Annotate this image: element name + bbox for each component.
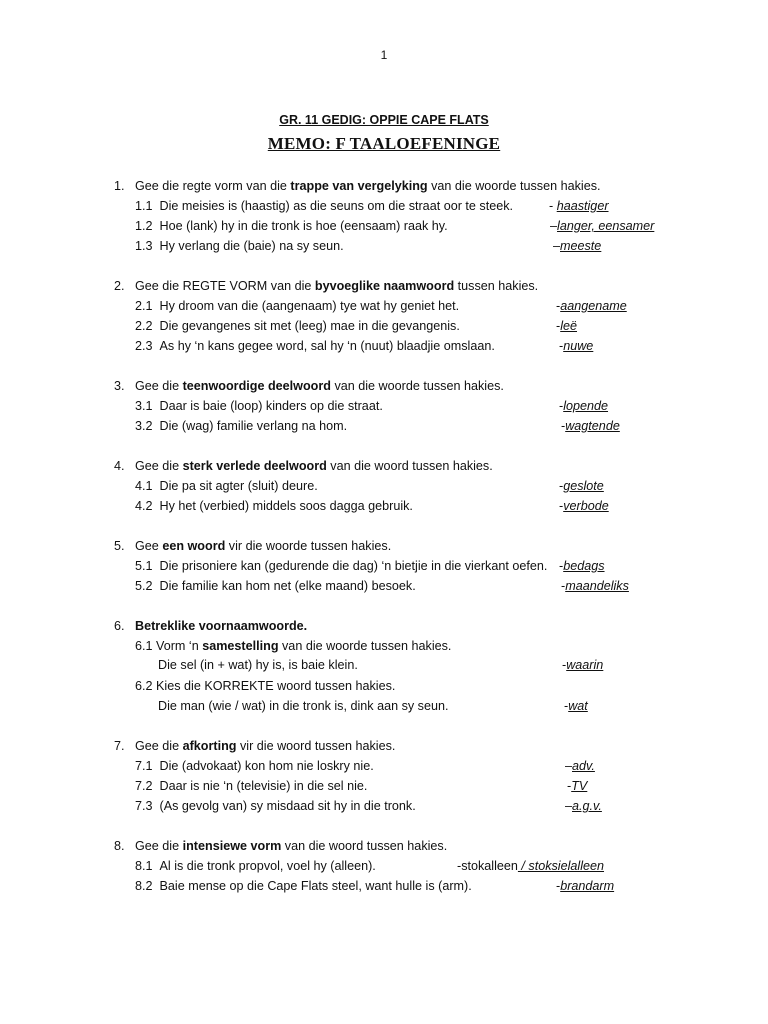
q7-2-item: 7.2 Daar is nie ‘n (televisie) in die sel nie. xyxy=(135,779,368,793)
q7-2-answer: -TV xyxy=(567,779,588,793)
q7-3-item: 7.3 (As gevolg van) sy misdaad sit hy in die tronk. xyxy=(135,799,416,813)
q3-2-item: 3.2 Die (wag) familie verlang na hom. xyxy=(135,419,348,433)
q6-1-instruction: 6.1 Vorm ‘n samestelling van die woorde tussen hakies. xyxy=(135,639,452,653)
q1-2-item: 1.2 Hoe (lank) hy in die tronk is hoe (eensaam) raak hy. xyxy=(135,219,448,233)
q4-2-item: 4.2 Hy het (verbied) middels soos dagga gebruik. xyxy=(135,499,413,513)
q1-1-answer: - haastiger xyxy=(549,199,609,213)
q3-number: 3. xyxy=(114,379,125,393)
q1-2-answer: –langer, eensamer xyxy=(550,219,655,233)
q4-2-answer: -verbode xyxy=(559,499,609,513)
q1-instruction: Gee die regte vorm van die trappe van vergelyking van die woorde tussen hakies. xyxy=(135,179,601,193)
page-number: 1 xyxy=(380,48,388,62)
q8-2-answer: -brandarm xyxy=(556,879,615,893)
q2-1-answer: -aangename xyxy=(556,299,627,313)
q2-2-item: 2.2 Die gevangenes sit met (leeg) mae in die gevangenis. xyxy=(135,319,460,333)
q3-1-item: 3.1 Daar is baie (loop) kinders op die straat. xyxy=(135,399,383,413)
q2-3-answer: -nuwe xyxy=(559,339,594,353)
q2-number: 2. xyxy=(114,279,125,293)
q8-2-item: 8.2 Baie mense op die Cape Flats steel, want hulle is (arm). xyxy=(135,879,472,893)
q4-number: 4. xyxy=(114,459,125,473)
q6-number: 6. xyxy=(114,619,125,633)
q2-instruction: Gee die REGTE VORM van die byvoeglike naamwoord tussen hakies. xyxy=(135,279,539,293)
q8-instruction: Gee die intensiewe vorm van die woord tussen hakies. xyxy=(135,839,448,853)
q5-1-answer: -bedags xyxy=(559,559,605,573)
q1-3-answer: –meeste xyxy=(553,239,602,253)
memo-heading: MEMO: F TAALOEFENINGE xyxy=(267,134,501,153)
q1-1-item: 1.1 Die meisies is (haastig) as die seuns om die straat oor te steek. xyxy=(135,199,513,213)
q6-1-answer: -waarin xyxy=(562,658,604,672)
q5-2-item: 5.2 Die familie kan hom net (elke maand) besoek. xyxy=(135,579,416,593)
q5-2-answer: -maandeliks xyxy=(561,579,629,593)
q7-1-item: 7.1 Die (advokaat) kon hom nie loskry nie. xyxy=(135,759,374,773)
document-title: GR. 11 GEDIG: OPPIE CAPE FLATS xyxy=(279,113,489,127)
q1-number: 1. xyxy=(114,179,125,193)
q6-2-answer: -wat xyxy=(564,699,588,713)
q2-3-item: 2.3 As hy ‘n kans gegee word, sal hy ‘n (nuut) blaadjie omslaan. xyxy=(135,339,495,353)
q4-1-item: 4.1 Die pa sit agter (sluit) deure. xyxy=(135,479,318,493)
q6-2-item: Die man (wie / wat) in die tronk is, dink aan sy seun. xyxy=(158,699,449,713)
q7-3-answer: –a.g.v. xyxy=(565,799,602,813)
q3-2-answer: -wagtende xyxy=(561,419,620,433)
q5-instruction: Gee een woord vir die woorde tussen hakies. xyxy=(135,539,392,553)
q2-2-answer: -leë xyxy=(556,319,578,333)
q6-2-instruction: 6.2 Kies die KORREKTE woord tussen hakies. xyxy=(135,679,396,693)
q7-1-answer: –adv. xyxy=(565,759,595,773)
q6-1-item: Die sel (in + wat) hy is, is baie klein. xyxy=(158,658,358,672)
q6-heading: Betreklike voornaamwoorde. xyxy=(135,619,308,633)
q8-1-item: 8.1 Al is die tronk propvol, voel hy (alleen). xyxy=(135,859,376,873)
q2-1-item: 2.1 Hy droom van die (aangenaam) tye wat hy geniet het. xyxy=(135,299,460,313)
q3-1-answer: -lopende xyxy=(559,399,609,413)
q4-instruction: Gee die sterk verlede deelwoord van die woord tussen hakies. xyxy=(135,459,493,473)
q4-1-answer: -geslote xyxy=(559,479,604,493)
q8-1-answer: -stokalleen / stoksielalleen xyxy=(457,859,605,873)
q3-instruction: Gee die teenwoordige deelwoord van die woorde tussen hakies. xyxy=(135,379,504,393)
q5-number: 5. xyxy=(114,539,125,553)
q7-number: 7. xyxy=(114,739,125,753)
q5-1-item: 5.1 Die prisoniere kan (gedurende die dag) ‘n bietjie in die vierkant oefen. xyxy=(135,559,548,573)
q7-instruction: Gee die afkorting vir die woord tussen hakies. xyxy=(135,739,396,753)
q8-number: 8. xyxy=(114,839,125,853)
q1-3-item: 1.3 Hy verlang die (baie) na sy seun. xyxy=(135,239,344,253)
